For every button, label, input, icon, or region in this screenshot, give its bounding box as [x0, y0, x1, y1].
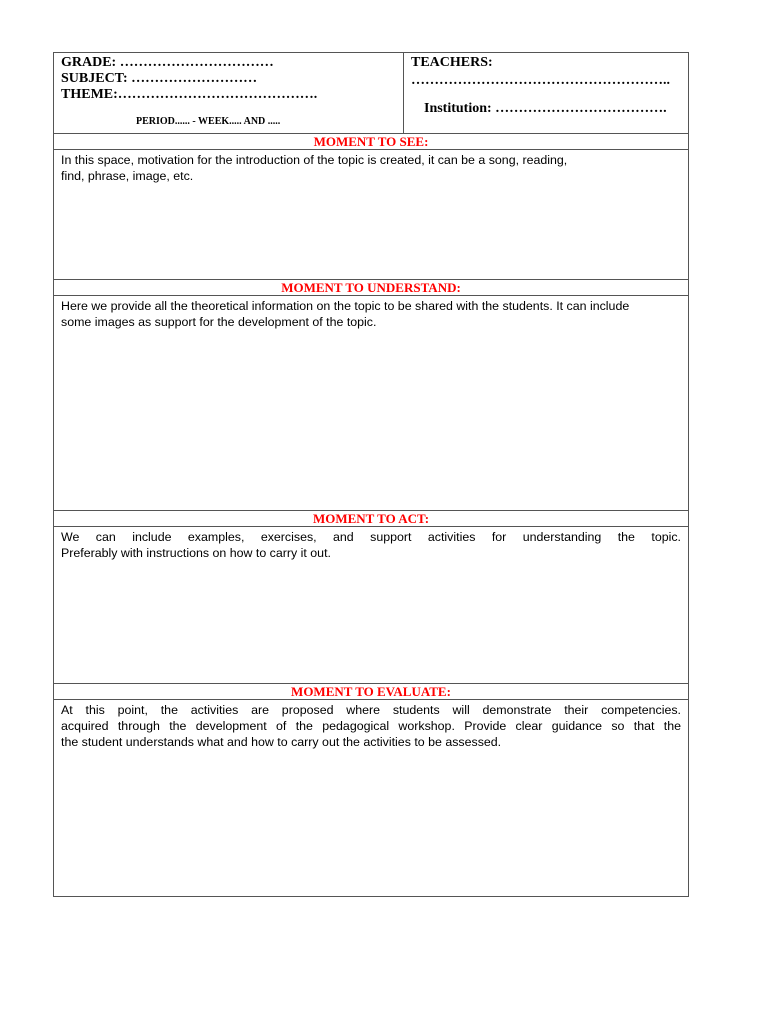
section-line: find, phrase, image, etc. — [61, 169, 194, 183]
section-line: We can include examples, exercises, and support activities for understanding the topic. — [61, 530, 681, 544]
section-line: Here we provide all the theoretical information on the topic to be shared with the students. It can include — [61, 299, 630, 313]
grade-field: GRADE: …………………………… — [61, 55, 274, 70]
section-line: In this space, motivation for the introduction of the topic is created, it can be a song, reading, — [61, 153, 568, 167]
workshop-form — [53, 52, 689, 897]
institution-field: Institution: ………………………………. — [424, 101, 667, 116]
header-right-cell — [404, 53, 688, 133]
section-title-understand: MOMENT TO UNDERSTAND: — [54, 280, 688, 296]
section-line: the student understands what and how to carry out the activities to be assessed. — [61, 735, 502, 749]
section-body-understand — [54, 296, 688, 511]
section-line: At this point, the activities are proposed where students will demonstrate their competencies. — [61, 703, 681, 717]
section-body-see — [54, 150, 688, 280]
section-body-evaluate — [54, 700, 688, 896]
section-title-evaluate: MOMENT TO EVALUATE: — [54, 684, 688, 700]
subject-field: SUBJECT: ……………………… — [61, 71, 258, 86]
section-line: Preferably with instructions on how to carry it out. — [61, 546, 331, 560]
form-header — [54, 53, 688, 134]
section-line: acquired through the development of the pedagogical workshop. Provide clear guidance so that the — [61, 719, 681, 733]
teachers-label: TEACHERS: — [411, 55, 493, 70]
section-title-act: MOMENT TO ACT: — [54, 511, 688, 527]
period-field: PERIOD...... - WEEK..... AND ..... — [136, 116, 281, 127]
section-line: some images as support for the development of the topic. — [61, 315, 377, 329]
header-left-cell — [54, 53, 404, 133]
teachers-line: ……………………………………………….. — [411, 73, 670, 88]
theme-field: THEME:……………………………………. — [61, 87, 318, 102]
section-body-act — [54, 527, 688, 684]
section-title-see: MOMENT TO SEE: — [54, 134, 688, 150]
